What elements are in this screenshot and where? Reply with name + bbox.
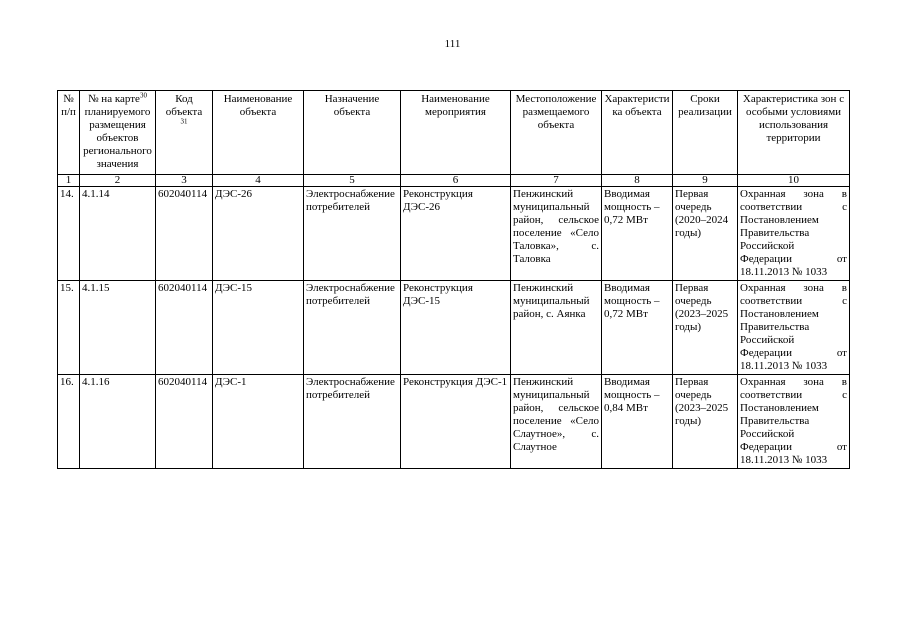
row-characteristic: Вводимая мощность – 0,72 МВт (602, 187, 673, 281)
row-purpose: Электроснабжение потребителей (304, 187, 401, 281)
row-map-number: 4.1.16 (80, 375, 156, 469)
row-code: 602040114 (156, 375, 213, 469)
row-name: ДЭС-15 (213, 281, 304, 375)
row-zone: Охранная зона в соответствии с Постановлением Правительства Российской Федерации от 18.11.2013 № 1033 (738, 187, 850, 281)
header-characteristic: Характеристика объекта (602, 91, 673, 175)
column-number-row (58, 175, 850, 187)
row-characteristic: Вводимая мощность – 0,84 МВт (602, 375, 673, 469)
row-num: 15. (58, 281, 80, 375)
header-num: № п/п (58, 91, 80, 175)
column-number: 3 (156, 175, 213, 187)
column-number: 6 (401, 175, 511, 187)
header-map-number: № на карте$^{30}$ планируемого размещения объектов регионального значения (80, 91, 156, 175)
header-term: Сроки реализации (673, 91, 738, 175)
footnote-ref-31: 31 (180, 117, 188, 126)
column-number: 1 (58, 175, 80, 187)
row-code: 602040114 (156, 187, 213, 281)
row-name: ДЭС-26 (213, 187, 304, 281)
column-number: 9 (673, 175, 738, 187)
row-map-number: 4.1.15 (80, 281, 156, 375)
column-number: 2 (80, 175, 156, 187)
row-num: 16. (58, 375, 80, 469)
row-map-number: 4.1.14 (80, 187, 156, 281)
table-row (58, 281, 850, 375)
row-location: Пенжинский муниципальный район, сельское поселение «Село Слаутное», с. Слаутное (511, 375, 602, 469)
row-term: Первая очередь (2023–2025 годы) (673, 375, 738, 469)
row-term: Первая очередь (2023–2025 годы) (673, 281, 738, 375)
row-characteristic: Вводимая мощность – 0,72 МВт (602, 281, 673, 375)
column-number: 10 (738, 175, 850, 187)
objects-table (57, 90, 850, 469)
row-term: Первая очередь (2020–2024 годы) (673, 187, 738, 281)
row-location: Пенжинский муниципальный район, с. Аянка (511, 281, 602, 375)
column-number: 7 (511, 175, 602, 187)
row-num: 14. (58, 187, 80, 281)
row-purpose: Электроснабжение потребителей (304, 375, 401, 469)
row-name: ДЭС-1 (213, 375, 304, 469)
header-code: Код объекта $^{31}$ (156, 91, 213, 175)
page-number: 111 (444, 38, 461, 50)
table-row (58, 375, 850, 469)
row-code: 602040114 (156, 281, 213, 375)
row-location: Пенжинский муниципальный район, сельское поселение «Село Таловка», с. Таловка (511, 187, 602, 281)
row-action: Реконструкция ДЭС-15 (401, 281, 511, 375)
column-number: 5 (304, 175, 401, 187)
column-number: 4 (213, 175, 304, 187)
header-location: Местоположение размещаемого объекта (511, 91, 602, 175)
header-name: Наименование объекта (213, 91, 304, 175)
header-purpose: Назначение объекта (304, 91, 401, 175)
row-zone: Охранная зона в соответствии с Постановлением Правительства Российской Федерации от 18.11.2013 № 1033 (738, 281, 850, 375)
column-number: 8 (602, 175, 673, 187)
row-zone: Охранная зона в соответствии с Постановлением Правительства Российской Федерации от 18.11.2013 № 1033 (738, 375, 850, 469)
header-zone: Характеристика зон с особыми условиями использования территории (738, 91, 850, 175)
row-action: Реконструкция ДЭС-26 (401, 187, 511, 281)
header-row (58, 91, 850, 175)
header-action: Наименование мероприятия (401, 91, 511, 175)
table-row (58, 187, 850, 281)
row-action: Реконструкция ДЭС-1 (401, 375, 511, 469)
row-purpose: Электроснабжение потребителей (304, 281, 401, 375)
footnote-ref-30: 30 (139, 91, 147, 100)
